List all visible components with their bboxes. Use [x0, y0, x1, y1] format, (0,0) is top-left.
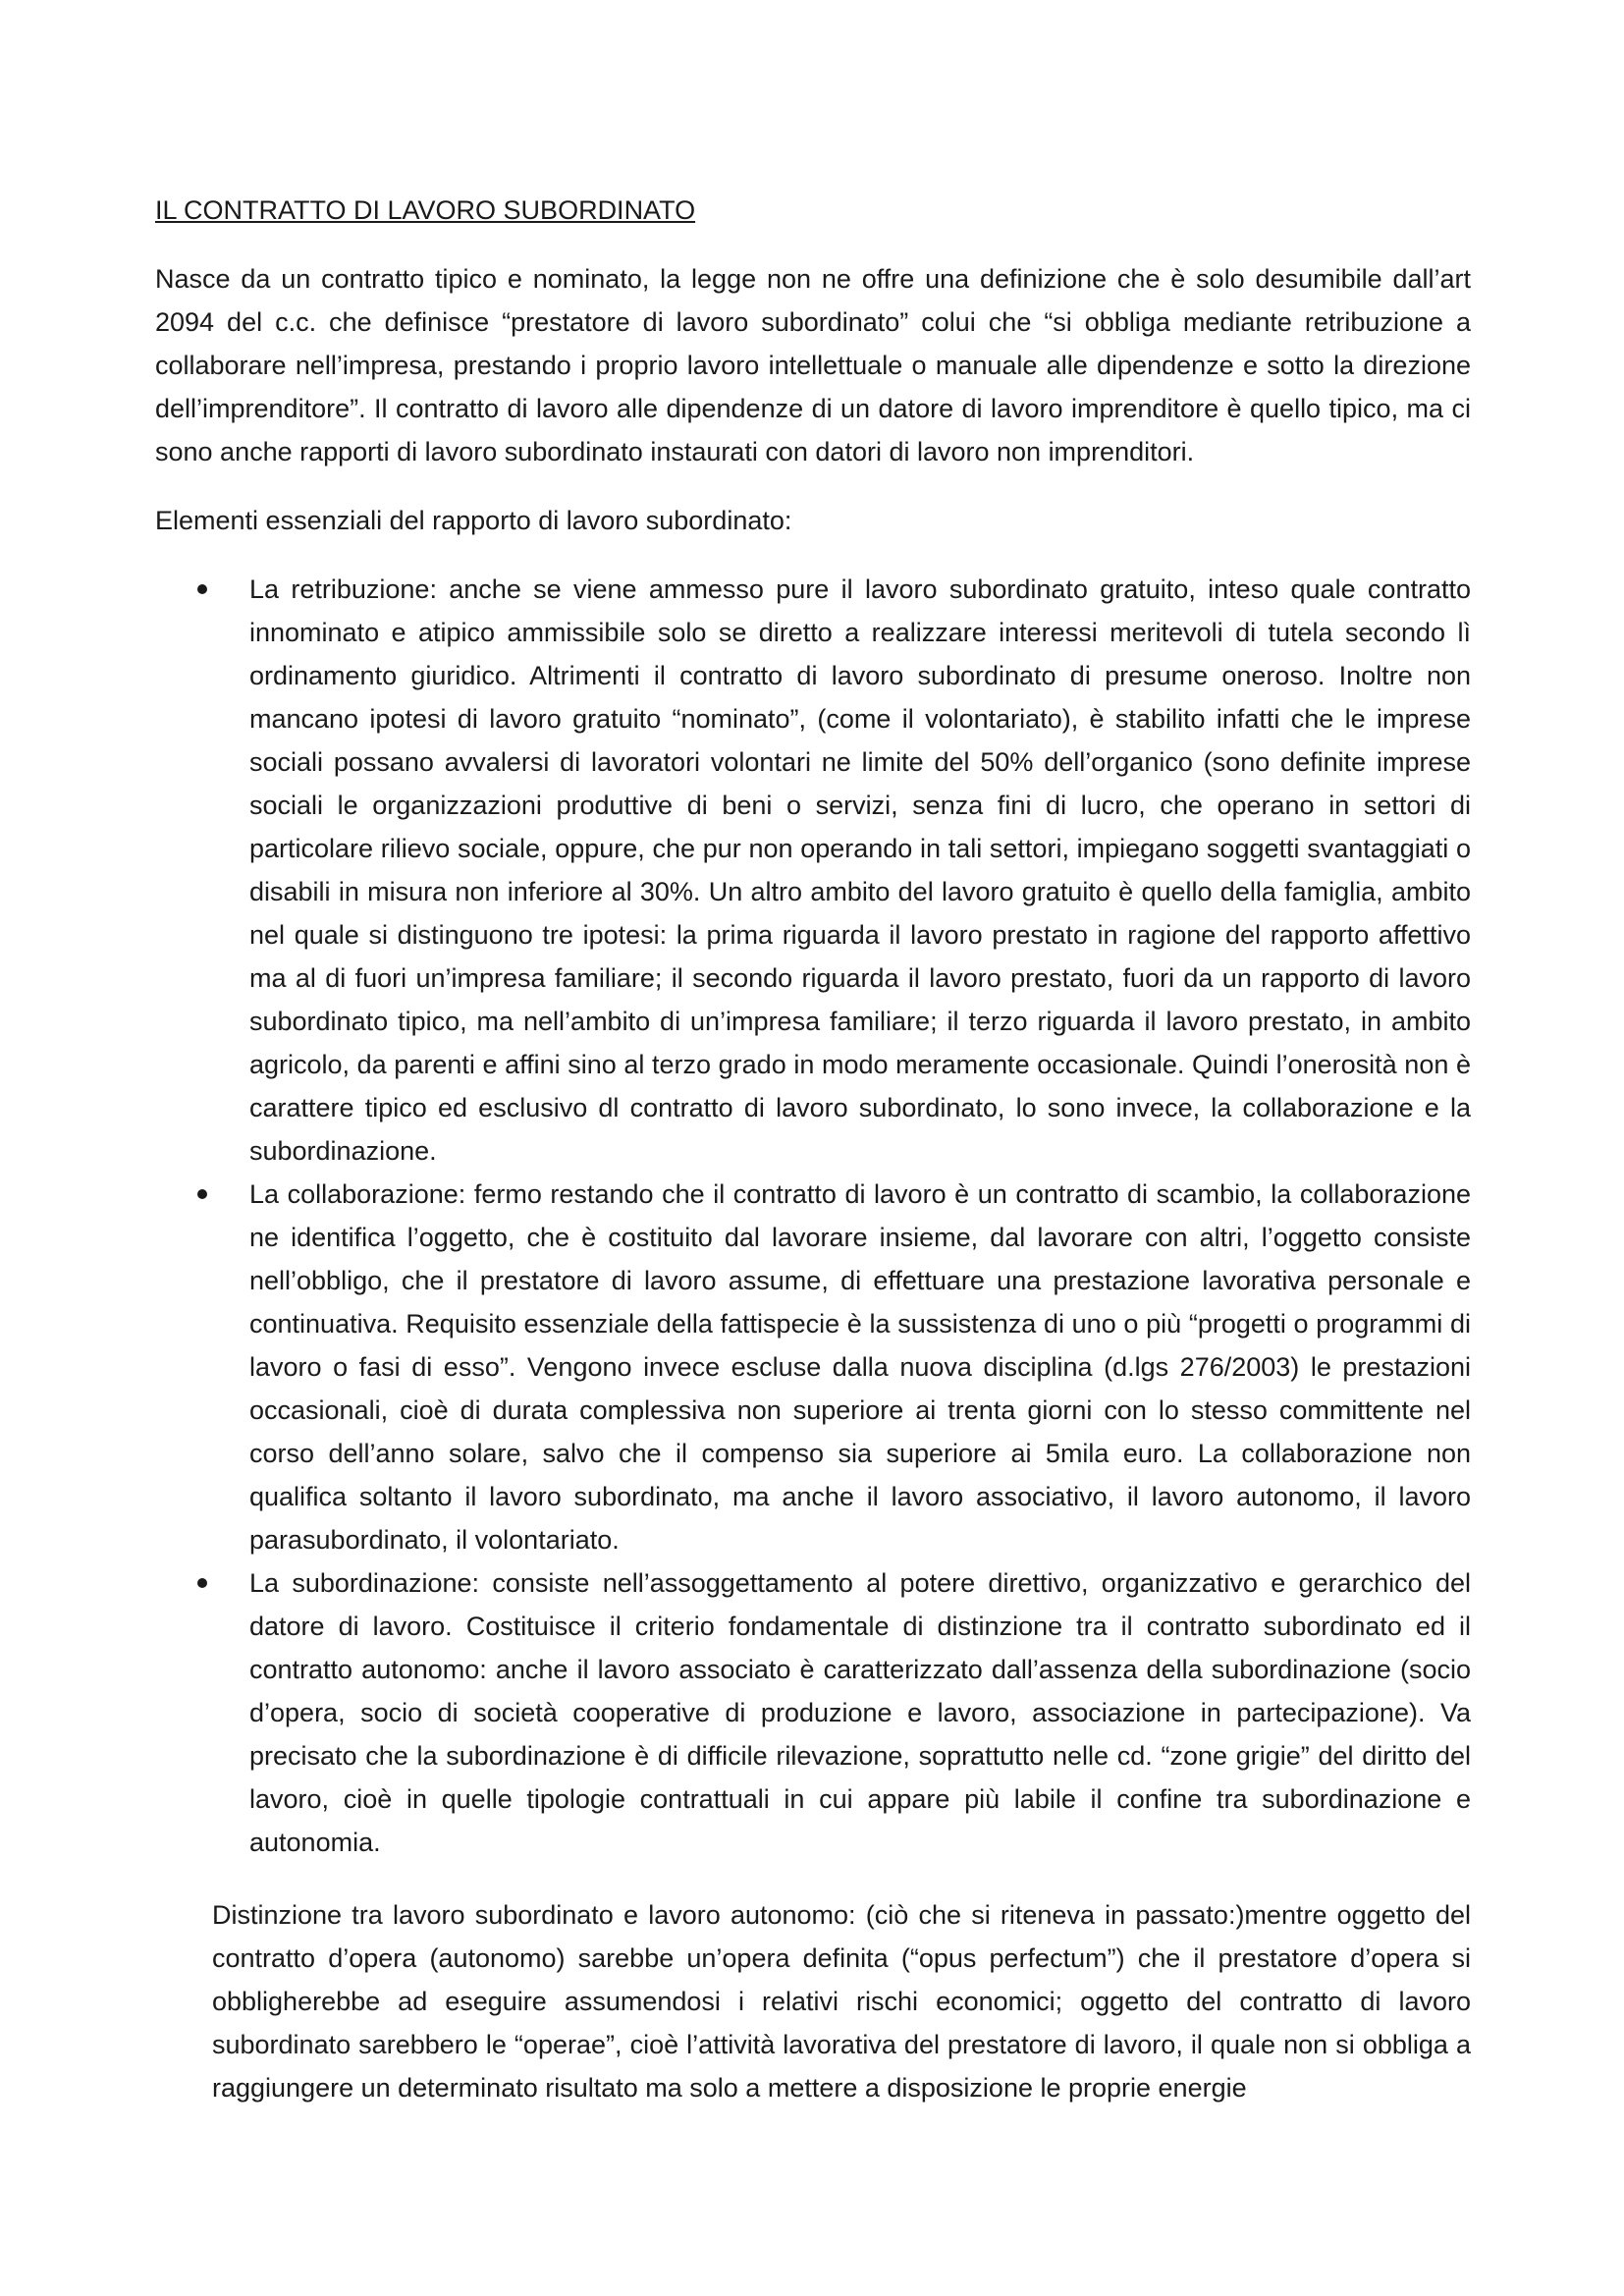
list-item-text: La subordinazione: consiste nell’assoggettamento al potere direttivo, organizzativo e gerarchico del datore di lavoro. Costituisce il criterio fondamentale di distinzione tra il contratto subordinato ed il contratto autonomo: anche il lavoro associato è caratterizzato dall’assenza della subordinazione (socio d’opera, socio di società cooperative di produzione e lavoro, associazione in partecipazione). Va precisato che la subordinazione è di difficile rilevazione, soprattutto nelle cd. “zone grigie” del diritto del lavoro, cioè in quelle tipologie contrattuali in cui appare più labile il confine tra subordinazione e autonomia. [249, 1568, 1471, 1857]
bullet-icon [197, 1189, 207, 1199]
intro-paragraph: Nasce da un contratto tipico e nominato, la legge non ne offre una definizione che è solo desumibile dall’art 2094 del c.c. che definisce “prestatore di lavoro subordinato” colui che “si obbliga mediante retribuzione a collaborare nell’impresa, prestando i proprio lavoro intellettuale o manuale alle dipendenze e sotto la direzione dell’imprenditore”. Il contratto di lavoro alle dipendenze di un datore di lavoro imprenditore è quello tipico, ma ci sono anche rapporti di lavoro subordinato instaurati con datori di lavoro non imprenditori. [155, 264, 1471, 466]
document-body [155, 189, 1471, 2109]
document-title: IL CONTRATTO DI LAVORO SUBORDINATO [155, 195, 696, 225]
list-item-subordinazione [249, 1561, 1471, 1864]
elements-list [155, 568, 1471, 1864]
list-item-text: La retribuzione: anche se viene ammesso pure il lavoro subordinato gratuito, inteso quale contratto innominato e atipico ammissibile solo se diretto a realizzare interessi meritevoli di tutela secondo lì ordinamento giuridico. Altrimenti il contratto di lavoro subordinato di presume oneroso. Inoltre non mancano ipotesi di lavoro gratuito “nominato”, (come il volontariato), è stabilito infatti che le imprese sociali possano avvalersi di lavoratori volontari ne limite del 50% dell’organico (sono definite imprese sociali le organizzazioni produttive di beni o servizi, senza fini di lucro, che operano in settori di particolare rilievo sociale, oppure, che pur non operando in tali settori, impiegano soggetti svantaggiati o disabili in misura non inferiore al 30%. Un altro ambito del lavoro gratuito è quello della famiglia, ambito nel quale si distinguono tre ipotesi: la prima riguarda il lavoro prestato in ragione del rapporto affettivo ma al di fuori un’impresa familiare; il secondo riguarda il lavoro prestato, fuori da un rapporto di lavoro subordinato tipico, ma nell’ambito di un’impresa familiare; il terzo riguarda il lavoro prestato, in ambito agricolo, da parenti e affini sino al terzo grado in modo meramente occasionale. Quindi l’onerosità non è carattere tipico ed esclusivo dl contratto di lavoro subordinato, lo sono invece, la collaborazione e la subordinazione. [249, 574, 1471, 1166]
distinction-paragraph: Distinzione tra lavoro subordinato e lavoro autonomo: (ciò che si riteneva in passato:)mentre oggetto del contratto d’opera (autonomo) sarebbe un’opera definita (“opus perfectum”) che il prestatore d’opera si obbligherebbe ad eseguire assumendosi i relativi rischi economici; oggetto del contratto di lavoro subordinato sarebbero le “operae”, cioè l’attività lavorativa del prestatore di lavoro, il quale non si obbliga a raggiungere un determinato risultato ma solo a mettere a disposizione le proprie energie [212, 1900, 1471, 2103]
list-item-retribuzione [249, 568, 1471, 1173]
bullet-icon [197, 584, 207, 594]
elements-heading: Elementi essenziali del rapporto di lavoro subordinato: [155, 506, 792, 535]
list-item-collaborazione [249, 1173, 1471, 1561]
bullet-icon [197, 1578, 207, 1588]
list-item-text: La collaborazione: fermo restando che il contratto di lavoro è un contratto di scambio, la collaborazione ne identifica l’oggetto, che è costituito dal lavorare insieme, dal lavorare con altri, l’oggetto consiste nell’obbligo, che il prestatore di lavoro assume, di effettuare una prestazione lavorativa personale e continuativa. Requisito essenziale della fattispecie è la sussistenza di uno o più “progetti o programmi di lavoro o fasi di esso”. Vengono invece escluse dalla nuova disciplina (d.lgs 276/2003) le prestazioni occasionali, cioè di durata complessiva non superiore ai trenta giorni con lo stesso committente nel corso dell’anno solare, salvo che il compenso sia superiore ai 5mila euro. La collaborazione non qualifica soltanto il lavoro subordinato, ma anche il lavoro associativo, il lavoro autonomo, il lavoro parasubordinato, il volontariato. [249, 1179, 1471, 1555]
